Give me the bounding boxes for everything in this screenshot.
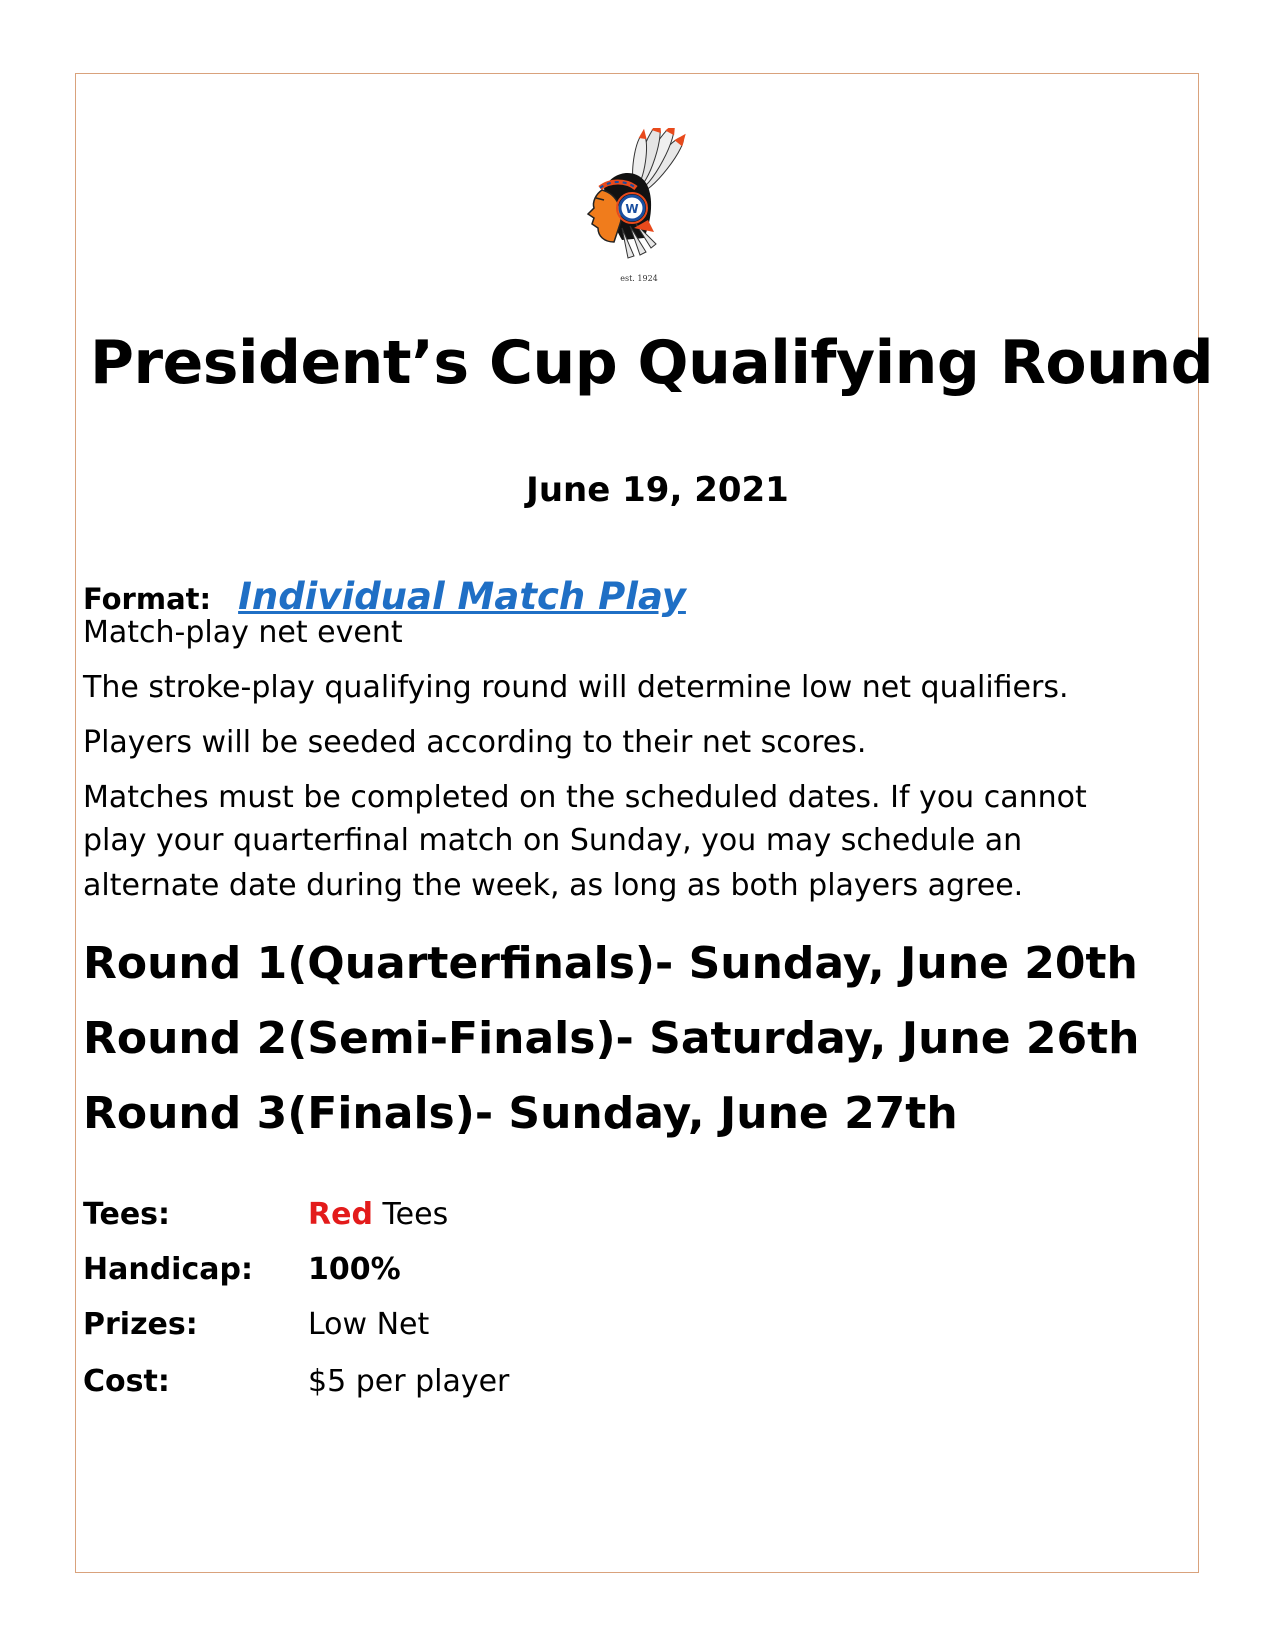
handicap-row (83, 1252, 401, 1287)
tees-row (83, 1197, 448, 1232)
logo-est-text: est. 1924 (620, 274, 658, 283)
description-line-6: alternate date during the week, as long as both players agree. (83, 868, 1024, 903)
round-2: Round 2(Semi-Finals)- Saturday, June 26th (83, 1013, 1140, 1064)
description-line-3: Players will be seeded according to their net scores. (83, 725, 867, 760)
round-1: Round 1(Quarterfinals)- Sunday, June 20th (83, 938, 1138, 989)
page-title: President’s Cup Qualifying Round (90, 328, 1214, 398)
cost-label: Cost: (83, 1364, 170, 1399)
format-link[interactable]: Individual Match Play (238, 575, 686, 618)
indian-head-logo-icon (574, 128, 704, 273)
prizes-row (83, 1307, 429, 1342)
description-line-2: The stroke-play qualifying round will determine low net qualifiers. (83, 670, 1069, 705)
logo-letter: W (625, 202, 639, 216)
cost-row (83, 1364, 509, 1399)
tees-value-highlight: Red (308, 1197, 373, 1232)
club-logo (574, 128, 704, 288)
description-line-4: Matches must be completed on the scheduled dates. If you cannot (83, 780, 1087, 815)
tees-value-rest: Tees (372, 1197, 449, 1232)
tees-label: Tees: (83, 1197, 171, 1232)
format-label: Format: (83, 582, 212, 616)
prizes-value: Low Net (308, 1307, 430, 1342)
description-line-5: play your quarterfinal match on Sunday, you may schedule an (83, 823, 1023, 858)
round-3: Round 3(Finals)- Sunday, June 27th (83, 1088, 958, 1139)
description-line-1: Match-play net event (83, 615, 403, 650)
handicap-label: Handicap: (83, 1252, 253, 1287)
prizes-label: Prizes: (83, 1307, 198, 1342)
event-date: June 19, 2021 (526, 470, 789, 510)
handicap-value: 100% (308, 1252, 401, 1287)
cost-value: $5 per player (308, 1364, 510, 1399)
